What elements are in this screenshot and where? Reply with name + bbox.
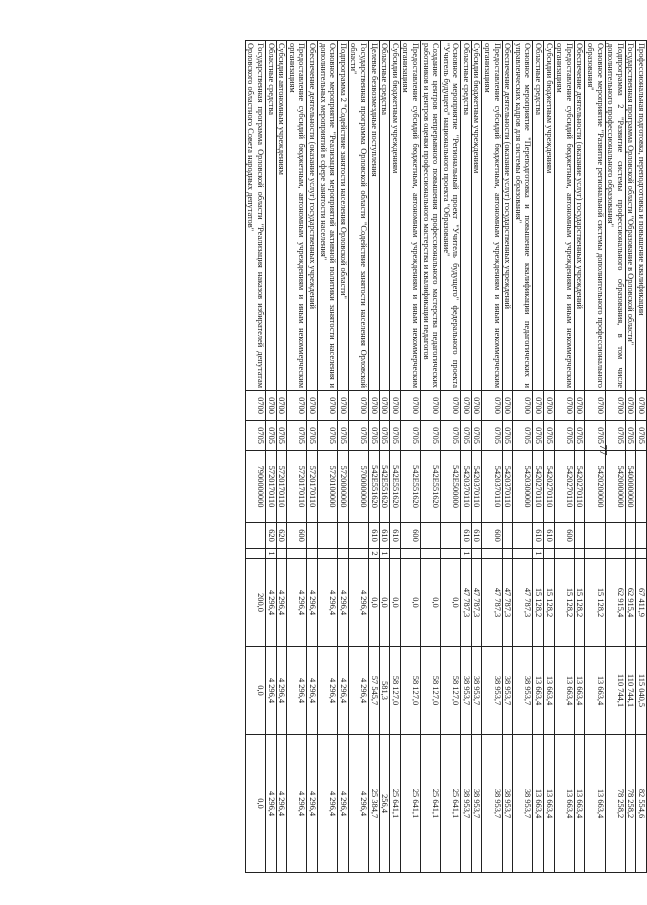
target-article-cell: 5420270110 — [544, 451, 555, 523]
subsection-cell: 0705 — [379, 421, 390, 451]
amount-year-2-cell: 38 953,7 — [482, 647, 502, 735]
expense-type-cell: 610 — [379, 523, 390, 549]
target-article-cell: 542E551620 — [390, 451, 401, 523]
expense-type-cell: 610 — [390, 523, 401, 549]
amount-year-1-cell: 0,0 — [441, 559, 461, 647]
source-code-cell: 2 — [368, 549, 379, 559]
target-article-cell: 5420270110 — [533, 451, 544, 523]
target-article-cell — [636, 451, 647, 523]
expense-type-cell — [348, 523, 368, 549]
source-code-cell — [338, 549, 349, 559]
expense-type-cell — [441, 523, 461, 549]
amount-year-3-cell: 13 663,4 — [585, 735, 605, 873]
amount-year-1-cell: 62 915,4 — [625, 559, 636, 647]
name-cell: Подпрограмма 2 "Содействие занятости населения Орловской области" — [338, 41, 349, 391]
amount-year-1-cell: 15 128,2 — [544, 559, 555, 647]
amount-year-3-cell: 82 554,6 — [636, 735, 647, 873]
amount-year-2-cell: 110 744,1 — [605, 647, 625, 735]
section-cell: 0700 — [266, 391, 277, 421]
subsection-cell: 0705 — [420, 421, 440, 451]
subsection-cell: 0705 — [390, 421, 401, 451]
source-code-cell: 1 — [379, 549, 390, 559]
name-cell: Предоставление субсидий бюджетным, автономным учреждениям и иным некоммерческим организациям — [287, 41, 307, 391]
expense-type-cell — [307, 523, 318, 549]
target-article-cell: 5420270110 — [554, 451, 574, 523]
section-cell: 0700 — [338, 391, 349, 421]
amount-year-2-cell: 58 127,0 — [390, 647, 401, 735]
section-cell: 0700 — [245, 391, 265, 421]
amount-year-2-cell: 4 296,4 — [318, 647, 338, 735]
expense-type-cell: 620 — [266, 523, 277, 549]
name-cell: Основное мероприятие "Реализация мероприятий активной политики занятости населения и дополнительных мероприятий в сфере занятости населения" — [318, 41, 338, 391]
amount-year-3-cell: 13 663,4 — [554, 735, 574, 873]
section-cell: 0700 — [574, 391, 585, 421]
amount-year-3-cell: 4 296,4 — [348, 735, 368, 873]
section-cell: 0700 — [585, 391, 605, 421]
table-row — [554, 41, 574, 873]
target-article-cell: 5720170110 — [266, 451, 277, 523]
target-article-cell: 5420370110 — [471, 451, 482, 523]
source-code-cell — [390, 549, 401, 559]
expense-type-cell: 610 — [461, 523, 472, 549]
expense-type-cell: 600 — [287, 523, 307, 549]
subsection-cell: 0705 — [400, 421, 420, 451]
target-article-cell: 5420370110 — [482, 451, 502, 523]
name-cell: Государственная программа Орловской области "Реализация наказов избирателей депутатам Орловского областного Совета народных депутатов" — [245, 41, 265, 391]
target-article-cell: 542E500000 — [441, 451, 461, 523]
source-code-cell — [625, 549, 636, 559]
section-cell: 0700 — [441, 391, 461, 421]
name-cell: Субсидии бюджетным учреждениям — [544, 41, 555, 391]
name-cell: Областные средства — [379, 41, 390, 391]
amount-year-1-cell: 15 128,2 — [554, 559, 574, 647]
name-cell: Государственная программа Орловской области "Содействие занятости населения Орловской области" — [348, 41, 368, 391]
expense-type-cell — [585, 523, 605, 549]
table-row — [379, 41, 390, 873]
amount-year-1-cell: 47 787,3 — [513, 559, 533, 647]
amount-year-2-cell: 57 545,7 — [368, 647, 379, 735]
name-cell: Областные средства — [266, 41, 277, 391]
subsection-cell: 0705 — [245, 421, 265, 451]
amount-year-2-cell: 4 296,4 — [338, 647, 349, 735]
amount-year-1-cell: 0,0 — [390, 559, 401, 647]
table-row — [245, 41, 265, 873]
source-code-cell — [502, 549, 513, 559]
amount-year-3-cell: 38 953,7 — [513, 735, 533, 873]
amount-year-3-cell: 4 296,4 — [338, 735, 349, 873]
subsection-cell: 0705 — [502, 421, 513, 451]
name-cell: Областные средства — [461, 41, 472, 391]
amount-year-1-cell: 15 128,2 — [533, 559, 544, 647]
table-row — [390, 41, 401, 873]
section-cell: 0700 — [348, 391, 368, 421]
section-cell: 0700 — [287, 391, 307, 421]
source-code-cell — [605, 549, 625, 559]
subsection-cell: 0705 — [605, 421, 625, 451]
amount-year-3-cell: 38 953,7 — [482, 735, 502, 873]
target-article-cell: 7900000000 — [245, 451, 265, 523]
amount-year-3-cell: 38 953,7 — [502, 735, 513, 873]
amount-year-3-cell: 25 641,1 — [420, 735, 440, 873]
expense-type-cell — [502, 523, 513, 549]
subsection-cell: 0705 — [276, 421, 287, 451]
amount-year-3-cell: 38 953,7 — [461, 735, 472, 873]
target-article-cell: 542E551620 — [368, 451, 379, 523]
expense-type-cell — [338, 523, 349, 549]
amount-year-1-cell: 4 296,4 — [348, 559, 368, 647]
amount-year-1-cell: 4 296,4 — [338, 559, 349, 647]
section-cell: 0700 — [318, 391, 338, 421]
table-row — [513, 41, 533, 873]
source-code-cell — [318, 549, 338, 559]
table-row — [368, 41, 379, 873]
section-cell: 0700 — [544, 391, 555, 421]
amount-year-2-cell: 0,0 — [245, 647, 265, 735]
table-row — [318, 41, 338, 873]
amount-year-3-cell: 4 296,4 — [287, 735, 307, 873]
name-cell: Создание центров непрерывного повышения профессионального мастерства педагогических работников и центров оценки профессионального мастерства и квалификации педагогов — [420, 41, 440, 391]
expense-type-cell — [636, 523, 647, 549]
amount-year-1-cell: 0,0 — [379, 559, 390, 647]
source-code-cell — [554, 549, 574, 559]
amount-year-2-cell: 4 296,4 — [307, 647, 318, 735]
section-cell: 0700 — [379, 391, 390, 421]
amount-year-1-cell: 62 915,4 — [605, 559, 625, 647]
table-row — [502, 41, 513, 873]
section-cell: 0700 — [390, 391, 401, 421]
section-cell: 0700 — [513, 391, 533, 421]
expense-type-cell — [605, 523, 625, 549]
name-cell: Предоставление субсидий бюджетным, автономным учреждениям и иным некоммерческим организациям — [482, 41, 502, 391]
amount-year-1-cell: 4 296,4 — [276, 559, 287, 647]
table-row — [266, 41, 277, 873]
target-article-cell: 5720170110 — [276, 451, 287, 523]
subsection-cell: 0705 — [544, 421, 555, 451]
table-row — [287, 41, 307, 873]
section-cell: 0700 — [471, 391, 482, 421]
amount-year-2-cell: 13 663,4 — [533, 647, 544, 735]
budget-table-body — [245, 41, 646, 873]
expense-type-cell: 620 — [276, 523, 287, 549]
name-cell: Обеспечение деятельности (оказание услуг) государственных учреждений — [307, 41, 318, 391]
source-code-cell — [471, 549, 482, 559]
table-row — [420, 41, 440, 873]
subsection-cell: 0705 — [287, 421, 307, 451]
amount-year-2-cell: 38 953,7 — [513, 647, 533, 735]
table-row — [307, 41, 318, 873]
subsection-cell: 0705 — [513, 421, 533, 451]
amount-year-3-cell: 78 258,2 — [605, 735, 625, 873]
amount-year-3-cell: 0,0 — [245, 735, 265, 873]
amount-year-1-cell: 0,0 — [420, 559, 440, 647]
subsection-cell: 0705 — [461, 421, 472, 451]
expense-type-cell — [245, 523, 265, 549]
subsection-cell: 0705 — [554, 421, 574, 451]
amount-year-2-cell: 38 953,7 — [461, 647, 472, 735]
expense-type-cell — [420, 523, 440, 549]
table-row — [636, 41, 647, 873]
subsection-cell: 0705 — [636, 421, 647, 451]
source-code-cell — [287, 549, 307, 559]
source-code-cell — [441, 549, 461, 559]
name-cell: Основное мероприятие "Развитие региональной системы дополнительного профессионального образования" — [585, 41, 605, 391]
section-cell: 0700 — [554, 391, 574, 421]
amount-year-2-cell: 581,3 — [379, 647, 390, 735]
source-code-cell — [400, 549, 420, 559]
amount-year-2-cell: 13 663,4 — [585, 647, 605, 735]
source-code-cell — [245, 549, 265, 559]
expense-type-cell: 610 — [368, 523, 379, 549]
amount-year-1-cell: 200,0 — [245, 559, 265, 647]
amount-year-2-cell: 13 663,4 — [544, 647, 555, 735]
table-row — [625, 41, 636, 873]
subsection-cell: 0705 — [266, 421, 277, 451]
amount-year-2-cell: 38 953,7 — [502, 647, 513, 735]
amount-year-2-cell: 115 040,5 — [636, 647, 647, 735]
subsection-cell: 0705 — [625, 421, 636, 451]
amount-year-3-cell: 13 663,4 — [544, 735, 555, 873]
expense-type-cell: 610 — [533, 523, 544, 549]
amount-year-2-cell: 4 296,4 — [348, 647, 368, 735]
subsection-cell: 0705 — [533, 421, 544, 451]
table-row — [441, 41, 461, 873]
amount-year-1-cell: 4 296,4 — [307, 559, 318, 647]
expense-type-cell — [318, 523, 338, 549]
name-cell: Областные средства — [533, 41, 544, 391]
amount-year-3-cell: 25 641,1 — [400, 735, 420, 873]
table-row — [585, 41, 605, 873]
name-cell: Субсидии бюджетным учреждениям — [390, 41, 401, 391]
amount-year-3-cell: 4 296,4 — [318, 735, 338, 873]
subsection-cell: 0705 — [368, 421, 379, 451]
amount-year-3-cell: 4 296,4 — [276, 735, 287, 873]
section-cell: 0700 — [636, 391, 647, 421]
target-article-cell: 5720170110 — [307, 451, 318, 523]
section-cell: 0700 — [307, 391, 318, 421]
target-article-cell: 5400000000 — [625, 451, 636, 523]
amount-year-1-cell: 0,0 — [400, 559, 420, 647]
source-code-cell — [482, 549, 502, 559]
name-cell: Профессиональная подготовка, переподготовка и повышение квалификации — [636, 41, 647, 391]
amount-year-3-cell: 4 296,4 — [307, 735, 318, 873]
expense-type-cell: 610 — [471, 523, 482, 549]
section-cell: 0700 — [420, 391, 440, 421]
table-row — [400, 41, 420, 873]
source-code-cell: 1 — [461, 549, 472, 559]
expense-type-cell — [625, 523, 636, 549]
page-number: 77 — [597, 444, 609, 456]
source-code-cell — [585, 549, 605, 559]
table-row — [338, 41, 349, 873]
section-cell: 0700 — [276, 391, 287, 421]
target-article-cell: 542E551620 — [420, 451, 440, 523]
subsection-cell: 0705 — [585, 421, 605, 451]
source-code-cell — [574, 549, 585, 559]
table-row — [544, 41, 555, 873]
source-code-cell: 1 — [266, 549, 277, 559]
name-cell: Основное мероприятие "Переподготовка и повышение квалификации педагогических и управленческих кадров для системы образования" — [513, 41, 533, 391]
target-article-cell: 5420200000 — [585, 451, 605, 523]
target-article-cell: 5700000000 — [348, 451, 368, 523]
subsection-cell: 0705 — [338, 421, 349, 451]
section-cell: 0700 — [502, 391, 513, 421]
source-code-cell — [636, 549, 647, 559]
amount-year-3-cell: 38 953,7 — [471, 735, 482, 873]
source-code-cell — [307, 549, 318, 559]
section-cell: 0700 — [482, 391, 502, 421]
amount-year-3-cell: 25 384,7 — [368, 735, 379, 873]
table-row — [533, 41, 544, 873]
amount-year-2-cell: 13 663,4 — [574, 647, 585, 735]
table-row — [574, 41, 585, 873]
section-cell: 0700 — [625, 391, 636, 421]
amount-year-1-cell: 47 787,3 — [502, 559, 513, 647]
source-code-cell: 1 — [533, 549, 544, 559]
amount-year-1-cell: 4 296,4 — [287, 559, 307, 647]
table-row — [276, 41, 287, 873]
amount-year-3-cell: 78 258,2 — [625, 735, 636, 873]
name-cell: Подпрограмма 2 "Развитие системы профессионального образования, в том числе дополнительного профессионального образования" — [605, 41, 625, 391]
amount-year-3-cell: 256,4 — [379, 735, 390, 873]
name-cell: Основное мероприятие "Региональный проект "Учитель будущего" федерального проекта "Учитель будущего" национального проекта "Образование" — [441, 41, 461, 391]
table-row — [461, 41, 472, 873]
name-cell: Обеспечение деятельности (оказание услуг) государственных учреждений — [502, 41, 513, 391]
amount-year-1-cell: 15 128,2 — [574, 559, 585, 647]
target-article-cell: 542E551620 — [379, 451, 390, 523]
amount-year-2-cell: 110 744,1 — [625, 647, 636, 735]
target-article-cell: 542E551620 — [400, 451, 420, 523]
amount-year-2-cell: 4 296,4 — [287, 647, 307, 735]
expense-type-cell: 600 — [554, 523, 574, 549]
source-code-cell — [513, 549, 533, 559]
table-row — [348, 41, 368, 873]
subsection-cell: 0705 — [348, 421, 368, 451]
expense-type-cell — [574, 523, 585, 549]
source-code-cell — [348, 549, 368, 559]
amount-year-1-cell: 47 787,3 — [482, 559, 502, 647]
amount-year-1-cell: 67 411,9 — [636, 559, 647, 647]
name-cell: Предоставление субсидий бюджетным, автономным учреждениям и иным некоммерческим организациям — [554, 41, 574, 391]
amount-year-3-cell: 25 641,1 — [441, 735, 461, 873]
subsection-cell: 0705 — [574, 421, 585, 451]
source-code-cell — [420, 549, 440, 559]
expense-type-cell: 600 — [400, 523, 420, 549]
amount-year-3-cell: 25 641,1 — [390, 735, 401, 873]
subsection-cell: 0705 — [471, 421, 482, 451]
name-cell: Обеспечение деятельности (оказание услуг) государственных учреждений — [574, 41, 585, 391]
target-article-cell: 5420300000 — [513, 451, 533, 523]
target-article-cell: 5420370110 — [502, 451, 513, 523]
rotated-budget-table-block — [67, 40, 647, 872]
amount-year-1-cell: 47 787,3 — [471, 559, 482, 647]
source-code-cell — [544, 549, 555, 559]
amount-year-2-cell: 38 953,7 — [471, 647, 482, 735]
subsection-cell: 0705 — [482, 421, 502, 451]
subsection-cell: 0705 — [318, 421, 338, 451]
amount-year-1-cell: 0,0 — [368, 559, 379, 647]
amount-year-1-cell: 4 296,4 — [266, 559, 277, 647]
amount-year-2-cell: 4 296,4 — [276, 647, 287, 735]
budget-table — [245, 40, 647, 873]
target-article-cell: 5420270110 — [574, 451, 585, 523]
section-cell: 0700 — [533, 391, 544, 421]
name-cell: Субсидии автономным учреждениям — [276, 41, 287, 391]
expense-type-cell: 610 — [544, 523, 555, 549]
amount-year-2-cell: 13 663,4 — [554, 647, 574, 735]
table-row — [471, 41, 482, 873]
section-cell: 0700 — [368, 391, 379, 421]
amount-year-2-cell: 58 127,0 — [441, 647, 461, 735]
amount-year-3-cell: 13 663,4 — [574, 735, 585, 873]
amount-year-3-cell: 13 663,4 — [533, 735, 544, 873]
name-cell: Целевые безвозмездные поступления — [368, 41, 379, 391]
subsection-cell: 0705 — [441, 421, 461, 451]
amount-year-1-cell: 47 787,3 — [461, 559, 472, 647]
expense-type-cell — [513, 523, 533, 549]
expense-type-cell: 600 — [482, 523, 502, 549]
subsection-cell: 0705 — [307, 421, 318, 451]
name-cell: Субсидии бюджетным учреждениям — [471, 41, 482, 391]
target-article-cell: 5720000000 — [338, 451, 349, 523]
name-cell: Предоставление субсидий бюджетным, автономным учреждениям и иным некоммерческим организациям — [400, 41, 420, 391]
table-row — [605, 41, 625, 873]
source-code-cell — [276, 549, 287, 559]
amount-year-2-cell: 58 127,0 — [420, 647, 440, 735]
amount-year-1-cell: 15 128,2 — [585, 559, 605, 647]
target-article-cell: 5720100000 — [318, 451, 338, 523]
section-cell: 0700 — [400, 391, 420, 421]
amount-year-1-cell: 4 296,4 — [318, 559, 338, 647]
amount-year-3-cell: 4 296,4 — [266, 735, 277, 873]
amount-year-2-cell: 58 127,0 — [400, 647, 420, 735]
target-article-cell: 5420000000 — [605, 451, 625, 523]
target-article-cell: 5720170110 — [287, 451, 307, 523]
table-row — [482, 41, 502, 873]
name-cell: Государственная программа Орловской области "Образование в Орловской области" — [625, 41, 636, 391]
section-cell: 0700 — [461, 391, 472, 421]
section-cell: 0700 — [605, 391, 625, 421]
target-article-cell: 5420370110 — [461, 451, 472, 523]
amount-year-2-cell: 4 296,4 — [266, 647, 277, 735]
